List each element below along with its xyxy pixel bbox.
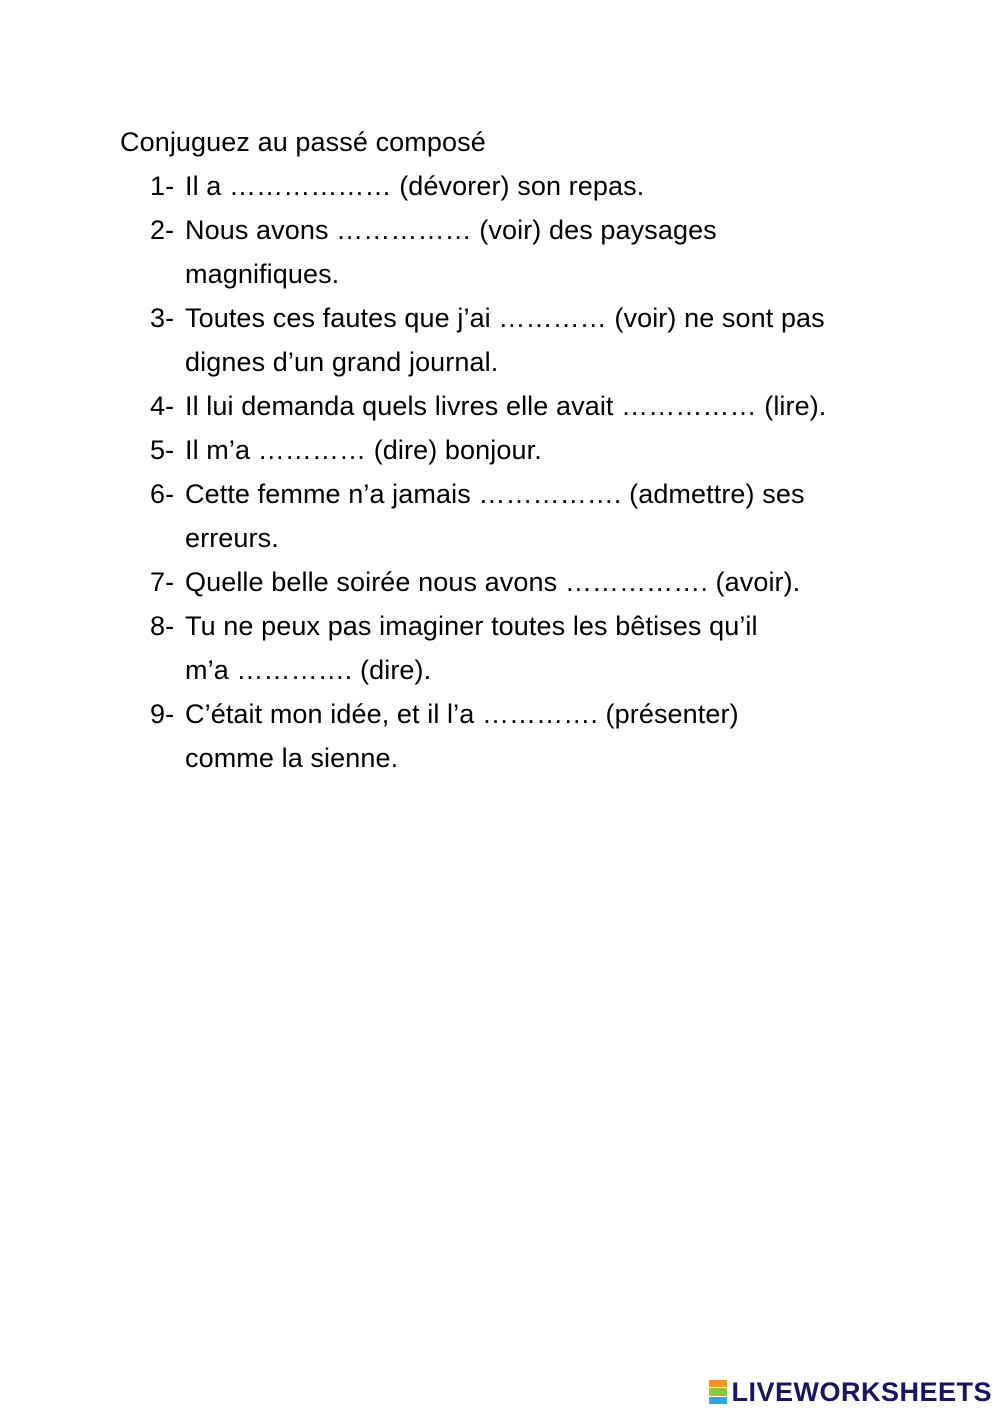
exercise-text-line: Tu ne peux pas imaginer toutes les bêtises qu’il: [185, 611, 758, 641]
exercise-item: [120, 384, 900, 428]
brand-name: LIVEWORKSHEETS: [731, 1376, 992, 1407]
exercise-item: [120, 472, 900, 560]
exercise-text-line: Il m’a ………… (dire) bonjour.: [185, 435, 542, 465]
exercise-item: [120, 692, 900, 780]
exercise-text-line: Il lui demanda quels livres elle avait …………… (lire).: [185, 391, 827, 421]
exercise-number: 4-: [150, 391, 175, 421]
exercise-number: 3-: [150, 303, 175, 333]
exercise-text-line: Cette femme n’a jamais ……………. (admettre) ses: [185, 479, 805, 509]
logo-bar-bottom: [709, 1397, 727, 1404]
exercise-text-line: erreurs.: [185, 523, 279, 553]
exercise-text-line: magnifiques.: [185, 259, 340, 289]
exercise-item: [120, 560, 900, 604]
exercise-text-line: C’était mon idée, et il l’a …………. (présenter): [185, 699, 739, 729]
worksheet-title: Conjuguez au passé composé: [120, 127, 486, 157]
exercise-text-line: Toutes ces fautes que j’ai ………… (voir) ne sont pas: [185, 303, 825, 333]
exercise-number: 5-: [150, 435, 175, 465]
exercise-item: [120, 208, 900, 296]
exercise-number: 1-: [150, 171, 175, 201]
exercise-number: 2-: [150, 215, 175, 245]
exercise-item: [120, 604, 900, 692]
exercise-text-line: dignes d’un grand journal.: [185, 347, 499, 377]
exercise-text-line: Il a ……………… (dévorer) son repas.: [185, 171, 645, 201]
exercise-item: [120, 164, 900, 208]
worksheet: [120, 120, 900, 780]
exercise-text-line: m’a …………. (dire).: [185, 655, 432, 685]
exercise-list: [120, 164, 900, 780]
exercise-text-line: Quelle belle soirée nous avons ……………. (avoir).: [185, 567, 801, 597]
liveworksheets-logo-icon: [709, 1380, 727, 1404]
logo-bar-middle: [709, 1388, 727, 1395]
exercise-number: 6-: [150, 479, 175, 509]
exercise-number: 9-: [150, 699, 175, 729]
exercise-number: 7-: [150, 567, 175, 597]
exercise-item: [120, 428, 900, 472]
exercise-text-line: comme la sienne.: [185, 743, 399, 773]
exercise-number: 8-: [150, 611, 175, 641]
liveworksheets-brand[interactable]: [709, 1377, 992, 1407]
exercise-text-line: Nous avons …………… (voir) des paysages: [185, 215, 717, 245]
exercise-item: [120, 296, 900, 384]
logo-bar-top: [709, 1380, 727, 1387]
